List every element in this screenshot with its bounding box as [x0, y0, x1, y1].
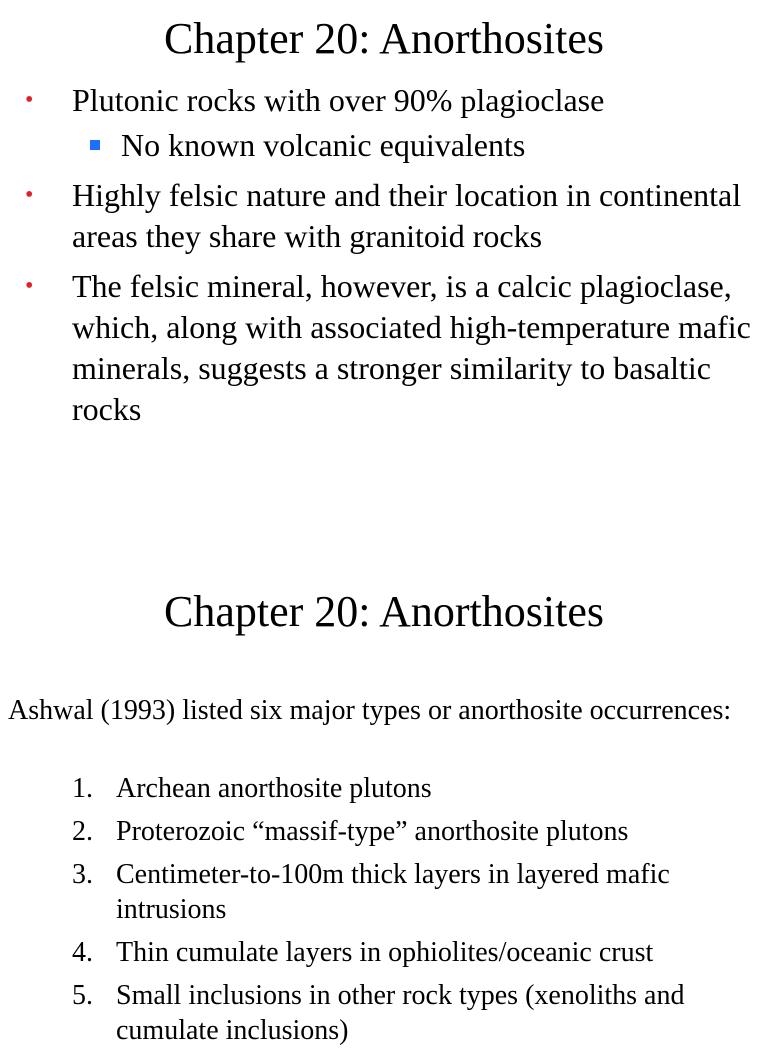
intro-paragraph: Ashwal (1993) listed six major types or anorthosite occurrences: [8, 695, 732, 726]
bullet-marker-icon: • [25, 182, 34, 208]
list-text: Archean anorthosite plutons [116, 773, 432, 804]
bullet-text: Plutonic rocks with over 90% plagioclase [72, 82, 605, 118]
list-text: Proterozoic “massif-type” anorthosite plutons [116, 816, 629, 847]
slide-2 [0, 575, 768, 1046]
list-number: 3. [72, 859, 93, 890]
bullet-item [0, 175, 768, 257]
sub-bullet-text: No known volcanic equivalents [121, 127, 526, 163]
slide-title: Chapter 20: Anorthosites [164, 14, 604, 63]
bullet-text: Highly felsic nature and their location in continental areas they share with granitoid rocks [72, 177, 742, 254]
list-number: 5. [72, 980, 93, 1011]
bullet-marker-icon: • [25, 273, 34, 299]
list-item [0, 857, 768, 927]
list-item [0, 771, 768, 806]
list-text: Small inclusions in other rock types (xenoliths and cumulate inclusions) [116, 980, 685, 1046]
sub-bullet-item [0, 125, 768, 166]
bullet-item [0, 266, 768, 430]
occurrence-types-list [0, 771, 768, 1056]
list-item [0, 814, 768, 849]
list-item [0, 935, 768, 970]
list-number: 4. [72, 937, 93, 968]
list-item [0, 978, 768, 1048]
square-bullet-icon [90, 140, 100, 150]
slide-title: Chapter 20: Anorthosites [164, 587, 604, 636]
list-text: Centimeter-to-100m thick layers in layered mafic intrusions [116, 859, 670, 925]
bullet-text: The felsic mineral, however, is a calcic plagioclase, which, along with associated high-temperature mafic minerals, suggests a stronger similarity to basaltic rocks [72, 268, 751, 427]
bullet-marker-icon: • [25, 87, 34, 113]
slide-1 [0, 0, 768, 500]
bullet-list [0, 80, 768, 439]
list-number: 2. [72, 816, 93, 847]
bullet-item [0, 80, 768, 121]
list-text: Thin cumulate layers in ophiolites/oceanic crust [116, 937, 654, 968]
list-number: 1. [72, 773, 93, 804]
